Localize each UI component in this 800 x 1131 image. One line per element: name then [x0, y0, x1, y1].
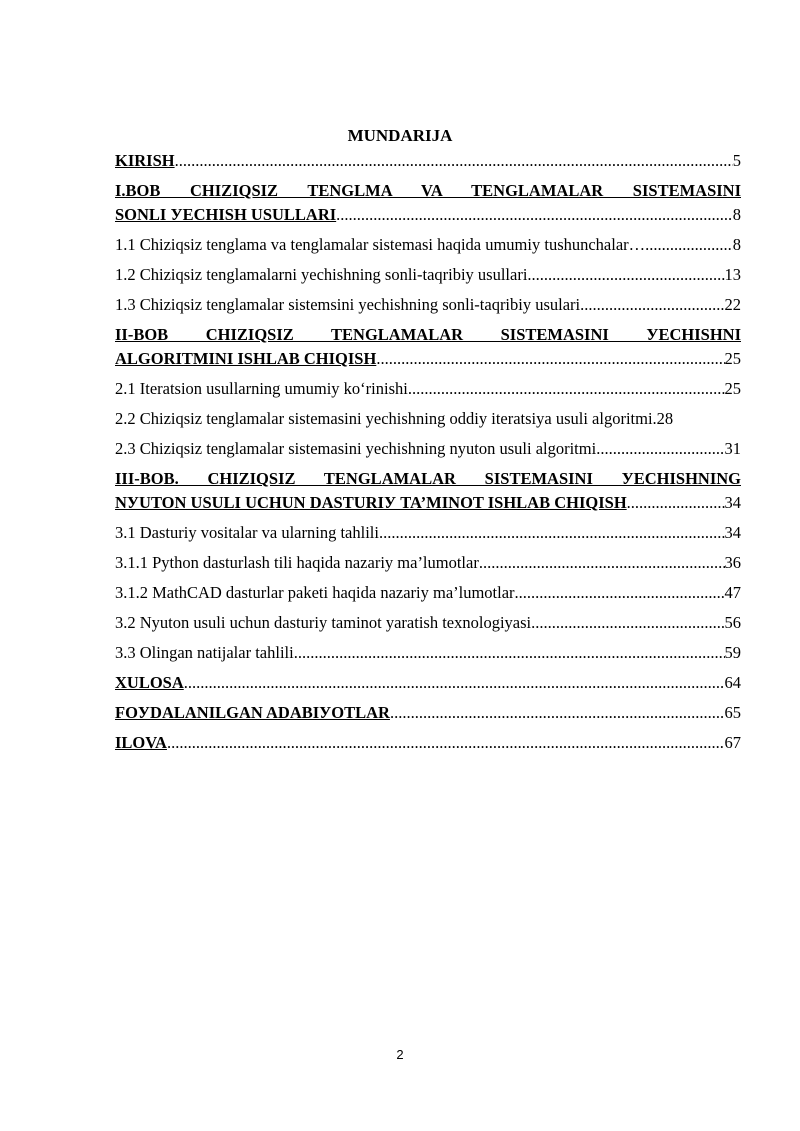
toc-page-number: 22: [724, 295, 741, 314]
toc-page-number: 34: [724, 493, 741, 512]
toc-entry-title: 2.1 Iteratsion usullarning umumiy ko‘rinishi: [115, 379, 408, 398]
toc-entry-title: 1.3 Chiziqsiz tenglamalar sistemsini yechishning sonli-taqribiy usulari: [115, 295, 581, 314]
toc-page-number: 28: [656, 409, 674, 428]
toc-page-number: 59: [724, 643, 741, 662]
toc-entry-title: XULOSA: [115, 673, 184, 692]
toc-entry-references[interactable]: [115, 701, 741, 725]
dot-leader: [580, 293, 724, 317]
dot-leader: [390, 701, 725, 725]
dot-leader: [167, 731, 725, 755]
dot-leader: [376, 347, 724, 371]
toc-page-number: 31: [724, 439, 741, 458]
toc-entry-ilova[interactable]: [115, 731, 741, 755]
toc-page-number: 13: [724, 265, 741, 284]
toc-page-number: 36: [724, 553, 741, 572]
toc-entry-title: 3.3 Olingan natijalar tahlili: [115, 643, 294, 662]
toc-entry-3-1-1[interactable]: [115, 551, 741, 575]
toc-page-number: 34: [724, 523, 741, 542]
dot-leader: [175, 149, 733, 173]
dot-leader: [184, 671, 725, 695]
toc-entry-title: 3.1.1 Python dasturlash tili haqida nazariy ma’lumotlar: [115, 553, 479, 572]
dot-leader: [627, 491, 725, 515]
dot-leader: [379, 521, 725, 545]
toc-page-number: 67: [724, 733, 741, 752]
toc-entry-title: ILOVA: [115, 733, 167, 752]
toc-page-number: 25: [724, 349, 741, 368]
toc-page-number: 65: [724, 703, 741, 722]
toc-entry-chapter-2[interactable]: [115, 323, 741, 371]
toc-page-number: 8: [732, 205, 741, 224]
table-of-contents: [115, 149, 741, 761]
toc-entry-title: 3.1.2 MathCAD dasturlar paketi haqida nazariy ma’lumotlar: [115, 583, 515, 602]
dot-leader: [336, 203, 733, 227]
dot-leader: [515, 581, 725, 605]
toc-entry-kirish[interactable]: [115, 149, 741, 173]
dot-leader: [479, 551, 725, 575]
toc-entry-1-3[interactable]: [115, 293, 741, 317]
toc-entry-3-1-2[interactable]: [115, 581, 741, 605]
toc-entry-title: 2.2 Chiziqsiz tenglamalar sistemasini yechishning oddiy iteratsiya usuli algoritmi.: [115, 409, 657, 428]
toc-entry-title-line1: III-BOB. CHIZIQSIZ TENGLAMALAR SISTEMASINI УECHISHNING: [115, 469, 741, 488]
toc-entry-3-3[interactable]: [115, 641, 741, 665]
toc-entry-title: 1.1 Chiziqsiz tenglama va tenglamalar sistemasi haqida umumiy tushunchalar…: [115, 235, 646, 254]
toc-entry-1-1[interactable]: [115, 233, 741, 257]
toc-entry-title: 3.1 Dasturiy vositalar va ularning tahlili: [115, 523, 379, 542]
toc-entry-2-1[interactable]: [115, 377, 741, 401]
toc-entry-title: 1.2 Chiziqsiz tenglamalarni yechishning sonli-taqribiy usullari: [115, 265, 528, 284]
toc-entry-3-2[interactable]: [115, 611, 741, 635]
toc-entry-title: 3.2 Nyuton usuli uchun dasturiy taminot yaratish texnologiyasi: [115, 613, 532, 632]
dot-leader: [645, 233, 733, 257]
dot-leader: [294, 641, 725, 665]
toc-page-number: 64: [724, 673, 741, 692]
dot-leader: [531, 611, 724, 635]
toc-entry-title: 2.3 Chiziqsiz tenglamalar sistemasini yechishning nyuton usuli algoritmi: [115, 439, 597, 458]
toc-page-number: 8: [732, 235, 741, 254]
toc-entry-1-2[interactable]: [115, 263, 741, 287]
toc-entry-chapter-1[interactable]: [115, 179, 741, 227]
toc-entry-title-line2: SONLI УECHISH USULLARI: [115, 205, 337, 224]
toc-entry-chapter-3[interactable]: [115, 467, 741, 515]
page-title: MUNDARIJA: [347, 126, 453, 145]
toc-entry-title: FOУDALANILGAN ADABIУOTLAR: [115, 703, 390, 722]
dot-leader: [527, 263, 724, 287]
toc-entry-title-line1: II-BOB CHIZIQSIZ TENGLAMALAR SISTEMASINI УECHISHNI: [115, 325, 741, 344]
dot-leader: [408, 377, 725, 401]
dot-leader: [596, 437, 724, 461]
toc-entry-3-1[interactable]: [115, 521, 741, 545]
toc-page-number: 56: [724, 613, 741, 632]
toc-page-number: 25: [724, 379, 741, 398]
toc-page-number: 5: [732, 151, 741, 170]
toc-entry-title-line2: ALGORITMINI ISHLAB CHIQISH: [115, 349, 377, 368]
toc-page-number: 47: [724, 583, 741, 602]
toc-entry-title: KIRISH: [115, 151, 175, 170]
page-number: 2: [396, 1047, 404, 1062]
toc-entry-2-3[interactable]: [115, 437, 741, 461]
toc-entry-title-line1: I.BOB CHIZIQSIZ TENGLMA VA TENGLAMALAR SISTEMASINI: [115, 181, 741, 200]
toc-entry-title-line2: NУUTON USULI UCHUN DASTURIУ TA’MINOT ISHLAB CHIQISH: [115, 493, 627, 512]
toc-entry-xulosa[interactable]: [115, 671, 741, 695]
toc-entry-2-2[interactable]: [115, 407, 741, 431]
